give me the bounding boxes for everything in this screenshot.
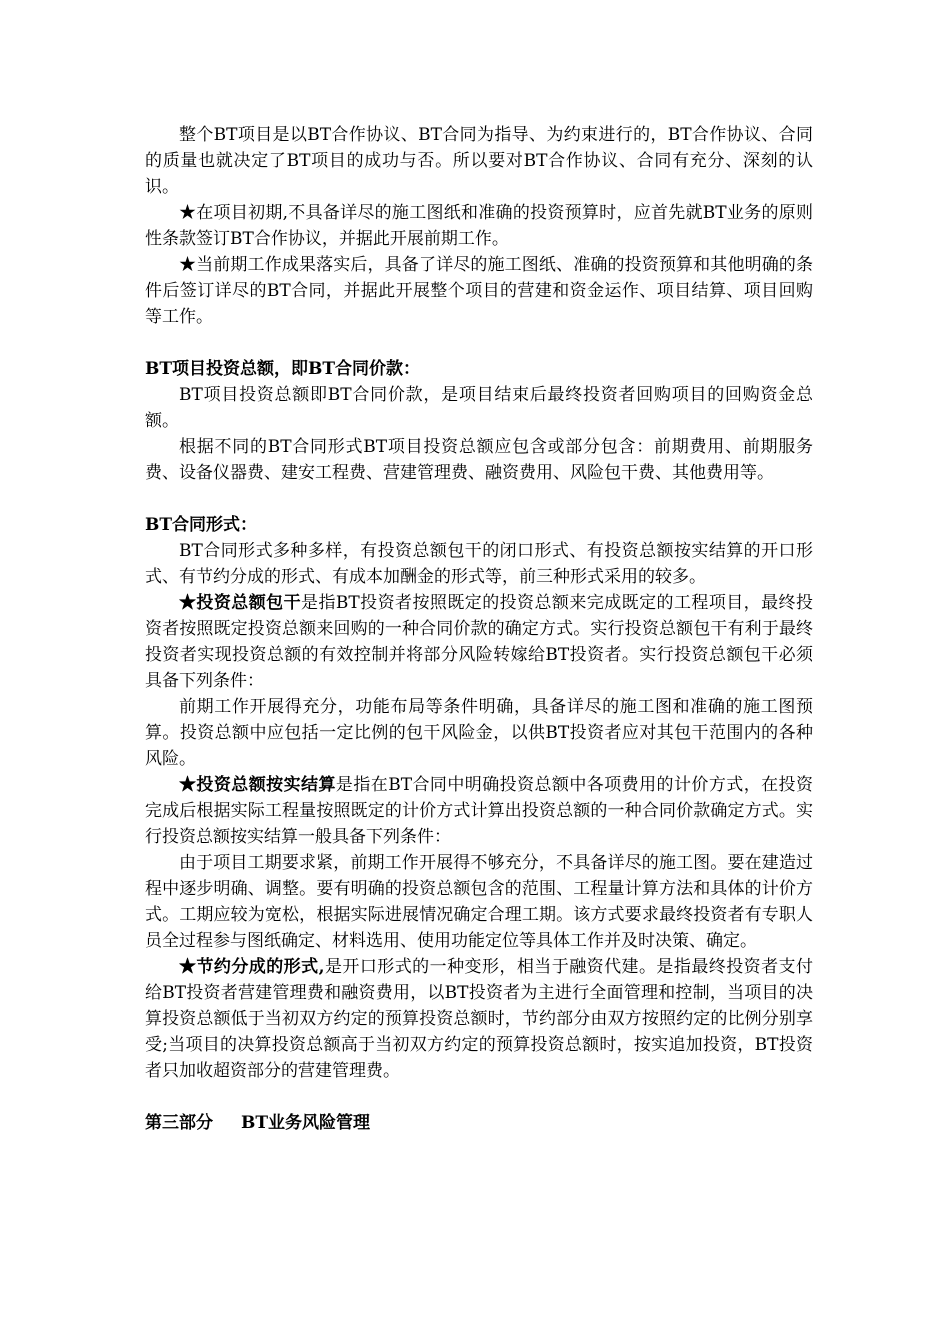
- actual-settlement-paragraph: [145, 772, 813, 850]
- intro-paragraph: ★在项目初期,不具备详尽的施工图纸和准确的投资预算时，应首先就BT业务的原则性条款签订BT合作协议，并据此开展前期工作。: [145, 203, 813, 249]
- section-gap: [145, 330, 813, 356]
- part-three-number: 第三部分: [145, 1113, 213, 1133]
- savings-share-label: ★节约分成的形式,: [179, 957, 325, 977]
- investment-heading: BT项目投资总额，即BT合同价款：: [145, 359, 421, 379]
- savings-share-paragraph: [145, 954, 813, 1084]
- section-gap: [145, 1084, 813, 1110]
- lump-sum-conditions: 前期工作开展得充分，功能布局等条件明确，具备详尽的施工图和准确的施工图预算。投资总额中应包括一定比例的包干风险金，以供BT投资者应对其包干范围内的各种风险。: [145, 697, 813, 769]
- intro-paragraph: 整个BT项目是以BT合作协议、BT合同为指导、为约束进行的，BT合作协议、合同的质量也就决定了BT项目的成功与否。所以要对BT合作协议、合同有充分、深刻的认识。: [145, 125, 813, 197]
- actual-settlement-text: 是指在BT合同中明确投资总额中各项费用的计价方式，在投资完成后根据实际工程量按照既定的计价方式计算出投资总额的一种合同价款确定方式。实行投资总额按实结算一般具备下列条件：: [145, 775, 813, 847]
- intro-paragraph: ★当前期工作成果落实后，具备了详尽的施工图纸、准确的投资预算和其他明确的条件后签订详尽的BT合同，并据此开展整个项目的营建和资金运作、项目结算、项目回购等工作。: [145, 255, 813, 327]
- savings-share-text: 是开口形式的一种变形，相当于融资代建。是指最终投资者支付给BT投资者营建管理费和融资费用，以BT投资者为主进行全面管理和控制，当项目的决算投资总额低于当初双方约定的预算投资总额时，节约部分由双方按照约定的比例分别享受;当项目的决算投资总额高于当初双方约定的预算投资总额时，按实追加投资，BT投资者只加收超资部分的营建管理费。: [145, 957, 814, 1081]
- section-gap: [145, 486, 813, 512]
- lump-sum-paragraph: [145, 590, 813, 694]
- investment-paragraph: 根据不同的BT合同形式BT项目投资总额应包含或部分包含：前期费用、前期服务费、设备仪器费、建安工程费、营建管理费、融资费用、风险包干费、其他费用等。: [145, 437, 813, 483]
- lump-sum-text: 是指BT投资者按照既定的投资总额来完成既定的工程项目，最终投资者按照既定投资总额来回购的一种合同价款的确定方式。实行投资总额包干有利于最终投资者实现投资总额的有效控制并将部分风险转嫁给BT投资者。实行投资总额包干必须具备下列条件：: [145, 593, 813, 691]
- actual-settlement-label: ★投资总额按实结算: [179, 775, 336, 795]
- part-three-heading: [145, 1110, 813, 1136]
- actual-settlement-conditions: 由于项目工期要求紧，前期工作开展得不够充分，不具备详尽的施工图。要在建造过程中逐步明确、调整。要有明确的投资总额包含的范围、工程量计算方法和具体的计价方式。工期应较为宽松，根据实际进展情况确定合理工期。该方式要求最终投资者有专职人员全过程参与图纸确定、材料选用、使用功能定位等具体工作并及时决策、确定。: [145, 853, 813, 951]
- document-body: [145, 122, 813, 1136]
- contract-forms-paragraph: BT合同形式多种多样，有投资总额包干的闭口形式、有投资总额按实结算的开口形式、有节约分成的形式、有成本加酬金的形式等，前三种形式采用的较多。: [145, 541, 813, 587]
- contract-forms-heading: BT合同形式：: [145, 515, 258, 535]
- lump-sum-label: ★投资总额包干: [179, 593, 302, 613]
- investment-paragraph: BT项目投资总额即BT合同价款，是项目结束后最终投资者回购项目的回购资金总额。: [145, 385, 813, 431]
- part-three-title: BT业务风险管理: [241, 1113, 371, 1133]
